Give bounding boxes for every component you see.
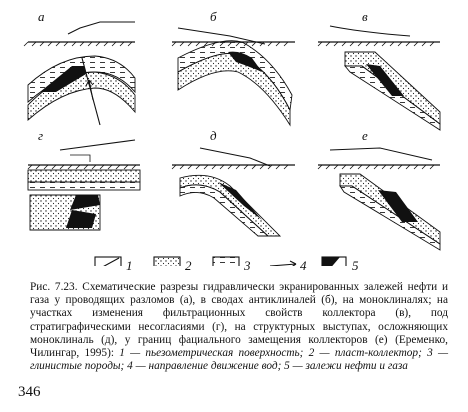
panel-a-label: а: [38, 9, 45, 24]
panel-d: [28, 140, 140, 230]
panel-f: [318, 148, 440, 250]
page-number: 346: [18, 384, 41, 400]
panel-c-label: в: [362, 9, 368, 24]
panel-d-label: г: [38, 128, 44, 143]
panel-a: [24, 22, 135, 125]
legend-4-number: 4: [300, 258, 307, 273]
legend-3-number: 3: [244, 258, 251, 273]
panel-b: [172, 28, 295, 125]
legend-5-number: 5: [352, 258, 359, 273]
legend-5-symbol: [322, 257, 346, 266]
panel-e: [172, 148, 295, 236]
caption-legend-text: 1 — пьезометрическая поверхность; 2 — пласт-коллектор; 3 — глинистые породы; 4 — направление движение вод; 5 — залежи нефти и газа: [30, 347, 449, 373]
legend-symbols: [95, 257, 346, 266]
panel-f-label: е: [362, 128, 368, 143]
legend-1-number: 1: [126, 258, 133, 273]
caption-title: Рис. 7.23. Схематические разрезы гидравлически экранированных залежей нефти и газа у проводящих разломов (а), в сводах антиклиналей (б), на моноклиналях; на участках изменения фильтрационных свойств коллектора (в), под стратиграфическими несогласиями (г), на структурных выступах, осложняющих моноклиналь (д), у границ фациального замещения коллекторов (е) (Еременко, Чилингар, 1995):: [30, 281, 448, 360]
panel-c: [318, 26, 440, 130]
legend-3-symbol: [213, 257, 239, 266]
figure-caption: [30, 281, 448, 373]
legend-1-symbol: [95, 257, 121, 266]
legend-2-number: 2: [185, 258, 192, 273]
panel-b-label: б: [210, 9, 217, 24]
panel-e-label: д: [210, 128, 217, 143]
legend-4-symbol: [270, 261, 296, 266]
legend-2-symbol: [154, 257, 180, 266]
